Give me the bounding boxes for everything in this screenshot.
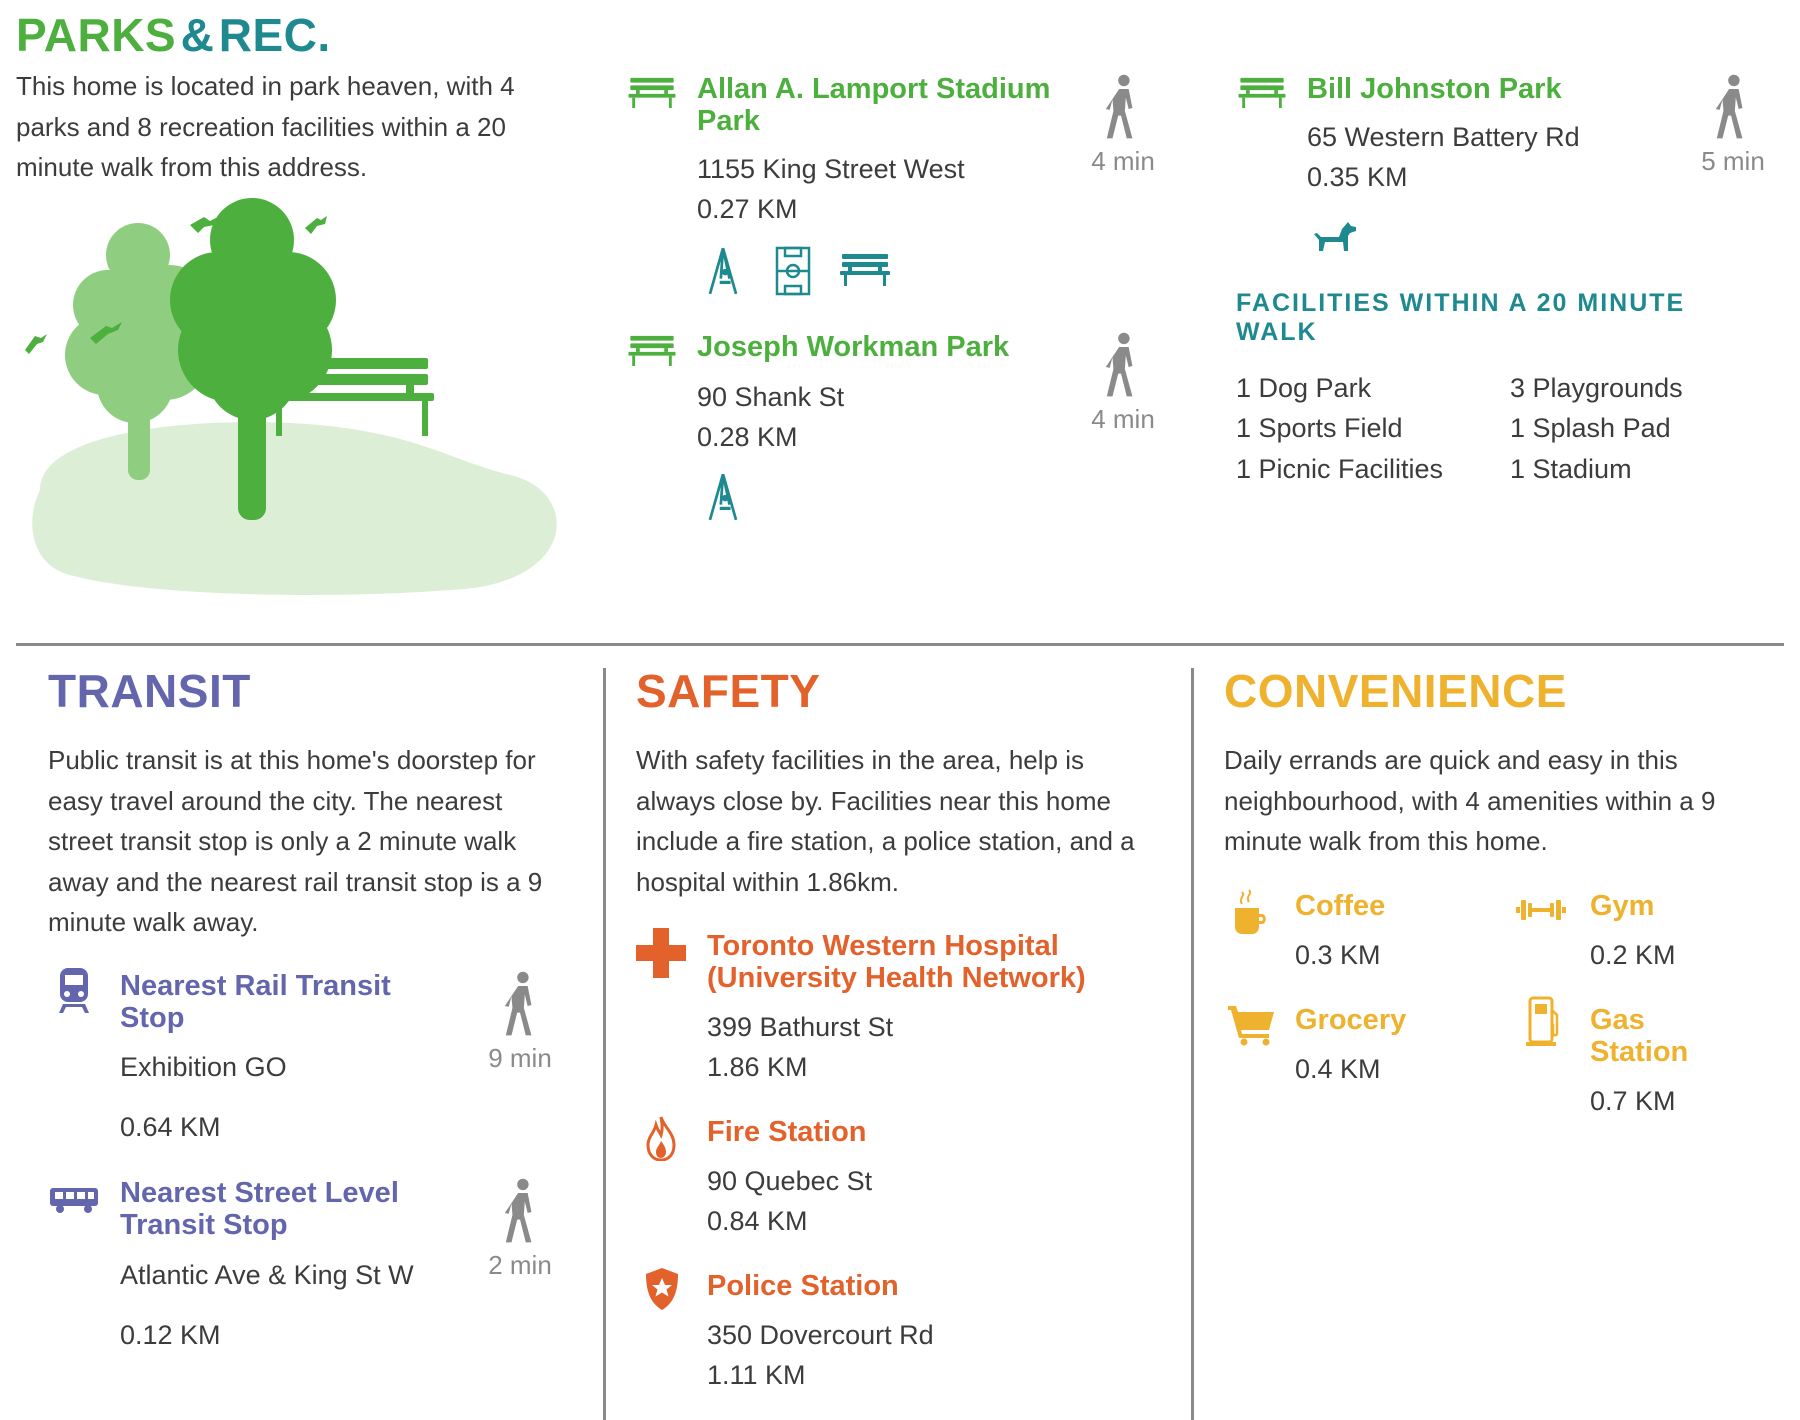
safety-title: SAFETY [636, 665, 821, 717]
walking-person-icon [502, 1176, 540, 1248]
fire-station-address: 90 Quebec St [707, 1166, 873, 1196]
park-name-lamport[interactable]: Allan A. Lamport Stadium Park [697, 73, 1051, 137]
streetcar-icon [48, 1184, 100, 1214]
coffee-label[interactable]: Coffee [1295, 890, 1386, 922]
facility-item: 1 Sports Field [1236, 413, 1403, 443]
convenience-title: CONVENIENCE [1224, 665, 1567, 717]
police-station-distance: 1.11 KM [707, 1360, 806, 1390]
walking-person-icon [1103, 330, 1141, 402]
dog-icon [1308, 220, 1358, 254]
park-bench-icon [628, 334, 676, 366]
transit-intro: Public transit is at this home's doorstep for easy travel around the city. The nearest street transit stop is only a 2 minute walk away and the nearest rail transit stop is a 9 minute walk away. [48, 745, 543, 937]
grocery-label[interactable]: Grocery [1295, 1004, 1407, 1036]
hospital-address: 399 Bathurst St [707, 1012, 894, 1042]
coffee-cup-icon [1232, 888, 1268, 936]
transit-title: TRANSIT [48, 665, 251, 717]
walk-time-johnston: 5 min [1701, 146, 1765, 176]
park-bench-icon [628, 76, 676, 108]
walking-person-icon [1103, 72, 1141, 144]
fire-station-distance: 0.84 KM [707, 1206, 808, 1236]
park-distance-workman: 0.28 KM [697, 422, 798, 452]
fire-station-name[interactable]: Fire Station [707, 1116, 867, 1148]
park-distance-johnston: 0.35 KM [1307, 162, 1408, 192]
police-station-address: 350 Dovercourt Rd [707, 1320, 934, 1350]
walk-time-lamport: 4 min [1091, 146, 1155, 176]
facility-item: 1 Splash Pad [1510, 413, 1671, 443]
police-station-name[interactable]: Police Station [707, 1270, 899, 1302]
police-badge-icon [644, 1266, 680, 1312]
park-name-workman[interactable]: Joseph Workman Park [697, 331, 1010, 363]
walk-time-workman: 4 min [1091, 404, 1155, 434]
park-distance-lamport: 0.27 KM [697, 194, 798, 224]
street-stop-label[interactable]: Nearest Street Level Transit Stop [120, 1177, 399, 1241]
picnic-table-icon [840, 252, 890, 286]
street-walk-time: 2 min [488, 1250, 552, 1280]
gas-station-distance: 0.7 KM [1590, 1086, 1676, 1116]
playground-icon [705, 246, 741, 296]
playground-icon [705, 472, 741, 522]
facilities-heading: FACILITIES WITHIN A 20 MINUTE WALK [1236, 289, 1686, 346]
facility-item: 1 Stadium [1510, 454, 1632, 484]
street-stop-name: Atlantic Ave & King St W [120, 1260, 414, 1290]
flame-icon [646, 1115, 676, 1161]
parks-intro: This home is located in park heaven, with 4 parks and 8 recreation facilities within a 20 minute walk from this address. [16, 71, 515, 182]
shopping-cart-icon [1228, 1004, 1276, 1046]
gas-station-label[interactable]: Gas Station [1590, 1004, 1689, 1068]
street-stop-distance: 0.12 KM [120, 1320, 221, 1350]
park-address-workman: 90 Shank St [697, 382, 845, 412]
rail-stop-name: Exhibition GO [120, 1052, 287, 1082]
convenience-intro: Daily errands are quick and easy in this neighbourhood, with 4 amenities within a 9 minute walk from this home. [1224, 745, 1716, 856]
walking-person-icon [502, 969, 540, 1041]
hospital-cross-icon [636, 928, 686, 978]
parks-title-amp: & [180, 9, 215, 61]
hospital-distance: 1.86 KM [707, 1052, 808, 1082]
facility-item: 1 Dog Park [1236, 373, 1372, 403]
gym-label[interactable]: Gym [1590, 890, 1655, 922]
rail-stop-distance: 0.64 KM [120, 1112, 221, 1142]
rail-stop-label[interactable]: Nearest Rail Transit Stop [120, 970, 391, 1034]
walking-person-icon [1713, 72, 1751, 144]
park-bench-icon [1238, 76, 1286, 108]
parks-title-part1: PARKS [16, 9, 177, 61]
park-address-lamport: 1155 King Street West [697, 154, 965, 184]
section-divider [16, 643, 1784, 646]
column-divider [1191, 668, 1194, 1420]
parks-title-part2: REC. [218, 9, 331, 61]
hospital-name[interactable]: Toronto Western Hospital (University Health Network) [707, 930, 1086, 994]
park-name-johnston[interactable]: Bill Johnston Park [1307, 73, 1562, 105]
facility-item: 3 Playgrounds [1510, 373, 1683, 403]
train-icon [57, 966, 91, 1014]
gym-distance: 0.2 KM [1590, 940, 1676, 970]
column-divider [603, 668, 606, 1420]
safety-intro: With safety facilities in the area, help is always close by. Facilities near this home include a fire station, a police station, and a hospital within 1.86km. [636, 745, 1135, 897]
coffee-distance: 0.3 KM [1295, 940, 1381, 970]
park-illustration [20, 190, 565, 600]
park-address-johnston: 65 Western Battery Rd [1307, 122, 1580, 152]
dumbbell-icon [1516, 896, 1566, 924]
facility-item: 1 Picnic Facilities [1236, 454, 1444, 484]
sports-field-icon [775, 246, 811, 296]
grocery-distance: 0.4 KM [1295, 1054, 1381, 1084]
gas-pump-icon [1526, 996, 1560, 1048]
parks-title [16, 8, 331, 62]
rail-walk-time: 9 min [488, 1043, 552, 1073]
